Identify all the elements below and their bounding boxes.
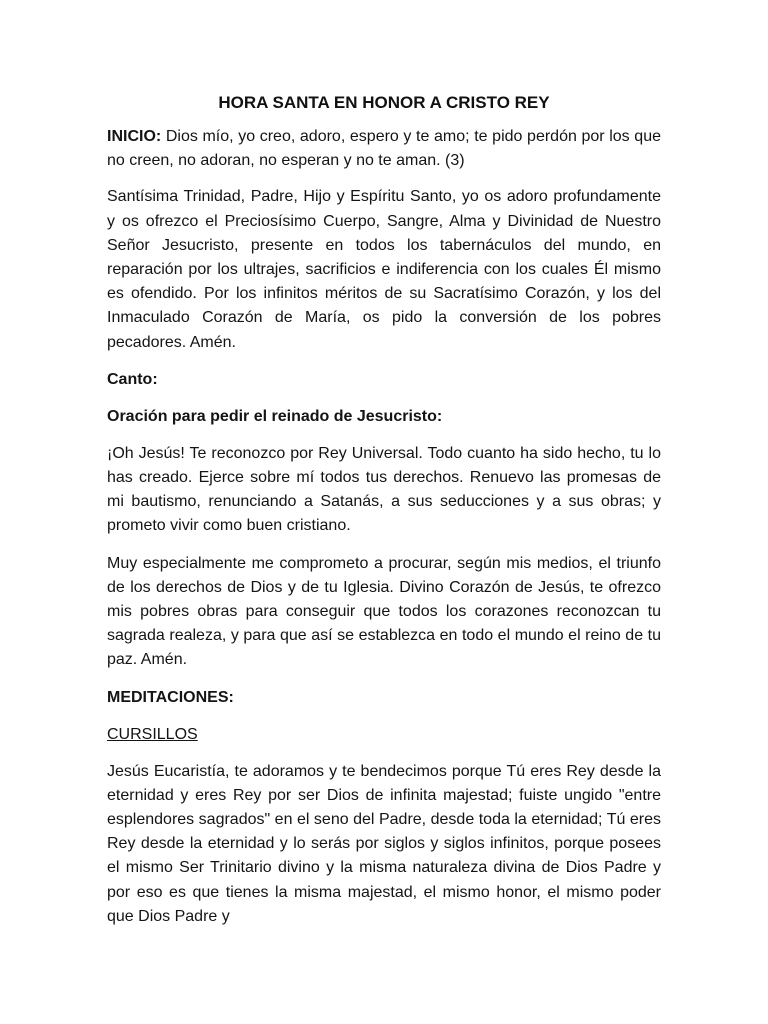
cursillos-heading: CURSILLOS bbox=[107, 725, 198, 743]
oracion-heading: Oración para pedir el reinado de Jesucristo: bbox=[107, 407, 443, 425]
inicio-label: INICIO: bbox=[107, 128, 162, 145]
jesus-eucaristia-paragraph: Jesús Eucaristía, te adoramos y te bendecimos porque Tú eres Rey desde la eternidad y eres Rey por ser Dios de infinita majestad; fuiste ungido "entre esplendores sagrados" en el seno del Padre, desde toda la eternidad; Tú eres Rey desde la eternidad y lo serás por siglos y siglos infinitos, porque posees el mismo Ser Trinitario divino y la misma naturaleza divina de Dios Padre y por eso es que tienes la misma majestad, el mismo honor, el mismo poder que Dios Padre y bbox=[107, 762, 661, 925]
inicio-paragraph bbox=[107, 125, 661, 173]
canto-heading: Canto: bbox=[107, 370, 158, 388]
document-title: HORA SANTA EN HONOR A CRISTO REY bbox=[218, 93, 550, 112]
oh-jesus-paragraph: ¡Oh Jesús! Te reconozco por Rey Universal. Todo cuanto ha sido hecho, tu lo has creado. Ejerce sobre mí todos tus derechos. Renuevo las promesas de mi bautismo, renunciando a Satanás, a sus seducciones y a sus obras; y prometo vivir como buen cristiano. bbox=[107, 444, 661, 535]
trinidad-paragraph: Santísima Trinidad, Padre, Hijo y Espíritu Santo, yo os adoro profundamente y os ofrezco el Preciosísimo Cuerpo, Sangre, Alma y Divinidad de Nuestro Señor Jesucristo, presente en todos los tabernáculos del mundo, en reparación por los ultrajes, sacrificios e indiferencia con los cuales Él mismo es ofendido. Por los infinitos méritos de su Sacratísimo Corazón, y los del Inmaculado Corazón de María, os pido la conversión de los pobres pecadores. Amén. bbox=[107, 188, 661, 351]
muy-especialmente-paragraph: Muy especialmente me comprometo a procurar, según mis medios, el triunfo de los derechos de Dios y de tu Iglesia. Divino Corazón de Jesús, te ofrezco mis pobres obras para conseguir que todos los corazones reconozcan tu sagrada realeza, y para que así se establezca en todo el mundo el reino de tu paz. Amén. bbox=[107, 554, 661, 669]
document-page bbox=[107, 92, 661, 942]
inicio-text: Dios mío, yo creo, adoro, espero y te amo; te pido perdón por los que no creen, no adoran, no esperan y no te aman. (3) bbox=[107, 128, 661, 170]
meditaciones-heading: MEDITACIONES: bbox=[107, 688, 234, 706]
